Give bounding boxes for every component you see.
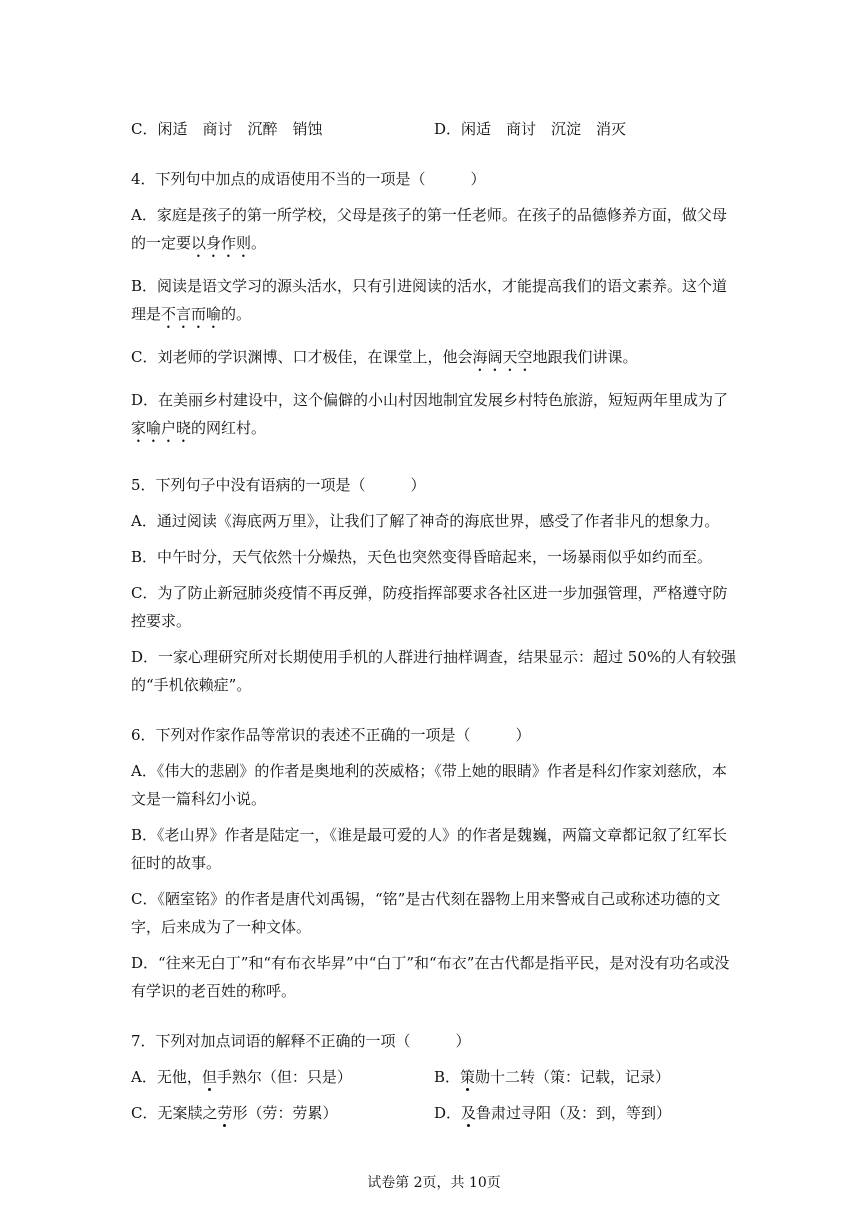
q4-option-b-line2 <box>131 303 739 332</box>
q3-options-row <box>131 118 739 140</box>
q4-option-a-line2 <box>131 232 739 261</box>
text: 的一定要 <box>131 234 192 252</box>
text: C．无案牍之 <box>131 1104 218 1122</box>
text: 鲁肃过寻阳（及：到，等到） <box>476 1104 672 1122</box>
q7-option-d <box>434 1102 737 1124</box>
q6-option-b-line1: B．《老山界》作者是陆定一，《谁是最可爱的人》的作者是魏巍，两篇文章都记叙了红军长 <box>131 826 728 844</box>
q6-option-c-line1: C．《陋室铭》的作者是唐代刘禹锡，“铭”是古代刻在器物上用来警戒自己或称述功德的文 <box>131 890 721 908</box>
q5-option-a: A．通过阅读《海底两万里》，让我们了解了神奇的海底世界，感受了作者非凡的想象力。 <box>131 512 720 530</box>
dotted-idiom: 家喻户晓 <box>131 419 192 437</box>
text: B． <box>434 1068 461 1086</box>
q7-stem: 7．下列对加点词语的解释不正确的一项（ ） <box>131 1032 471 1050</box>
q4-stem: 4．下列句中加点的成语使用不当的一项是（ ） <box>131 170 486 188</box>
text: A．无他， <box>131 1068 202 1086</box>
q5-stem: 5．下列句子中没有语病的一项是（ ） <box>131 476 426 494</box>
q7-option-b <box>434 1066 737 1088</box>
dotted-char: 策 <box>460 1068 476 1086</box>
q5-option-c-line2: 控要求。 <box>131 612 192 630</box>
q5-option-d-line2: 的“手机依赖症”。 <box>131 676 252 694</box>
text: 勋十二转（策：记载，记录） <box>475 1068 671 1086</box>
text: C．刘老师的学识渊博、口才极佳，在课堂上，他会 <box>131 348 473 366</box>
text: 的。 <box>221 305 252 323</box>
q4-option-d-line2 <box>131 417 739 446</box>
q3-option-c: C．闲适 商讨 沉醉 销蚀 <box>131 120 323 138</box>
page-footer: 试卷第 2页，共 10页 <box>367 1175 501 1191</box>
q3-option-d: D．闲适 商讨 沉淀 消灭 <box>434 120 627 138</box>
q7-option-a <box>131 1066 434 1088</box>
q4-option-a-line1: A．家庭是孩子的第一所学校，父母是孩子的第一任老师。在孩子的品德修养方面，做父母 <box>131 206 727 224</box>
q6-option-b-line2: 征时的故事。 <box>131 854 222 872</box>
q6-stem: 6．下列对作家作品等常识的表述不正确的一项是（ ） <box>131 726 531 744</box>
q6-option-c-line2: 字，后来成为了一种文体。 <box>131 918 312 936</box>
q7-option-c <box>131 1102 434 1124</box>
text: 理是 <box>131 305 162 323</box>
q7-options-row1 <box>131 1066 739 1088</box>
text: 地跟我们讲课。 <box>532 348 638 366</box>
q5-option-c-line1: C．为了防止新冠肺炎疫情不再反弹，防疫指挥部要求各社区进一步加强管理，严格遵守防 <box>131 584 728 602</box>
text: 手熟尔（但：只是） <box>216 1068 352 1086</box>
dotted-char: 及 <box>461 1104 477 1122</box>
dotted-char: 劳 <box>217 1104 233 1122</box>
text: 的网红村。 <box>191 419 267 437</box>
q4-option-c <box>131 346 739 375</box>
dotted-idiom: 不言而喻 <box>161 305 222 323</box>
q6-option-a-line1: A．《伟大的悲剧》的作者是奥地利的茨威格；《带上她的眼睛》作者是科幻作家刘慈欣，本 <box>131 762 727 780</box>
q5-option-d-line1: D．一家心理研究所对长期使用手机的人群进行抽样调查，结果显示：超过 50%的人有较强 <box>131 648 737 666</box>
text: D． <box>434 1104 462 1122</box>
q5-option-b: B．中午时分，天气依然十分燥热，天色也突然变得昏暗起来，一场暴雨似乎如约而至。 <box>131 548 713 566</box>
q6-option-d-line1: D．“往来无白丁”和“有布衣毕昇”中“白丁”和“布衣”在古代都是指平民，是对没有功名或没 <box>131 954 730 972</box>
q4-option-d-line1: D．在美丽乡村建设中，这个偏僻的小山村因地制宜发展乡村特色旅游，短短两年里成为了 <box>131 391 729 409</box>
q4-option-b-line1: B．阅读是语文学习的源头活水，只有引进阅读的活水，才能提高我们的语文素养。这个道 <box>131 277 728 295</box>
dotted-idiom: 海阔天空 <box>472 348 533 366</box>
dotted-char: 但 <box>201 1068 217 1086</box>
q6-option-d-line2: 有学识的老百姓的称呼。 <box>131 982 297 1000</box>
text: 。 <box>251 234 267 252</box>
page-content <box>131 118 739 1124</box>
dotted-idiom: 以身作则 <box>191 234 252 252</box>
q6-option-a-line2: 文是一篇科幻小说。 <box>131 790 267 808</box>
text: 形（劳：劳累） <box>232 1104 338 1122</box>
q7-options-row2 <box>131 1102 739 1124</box>
